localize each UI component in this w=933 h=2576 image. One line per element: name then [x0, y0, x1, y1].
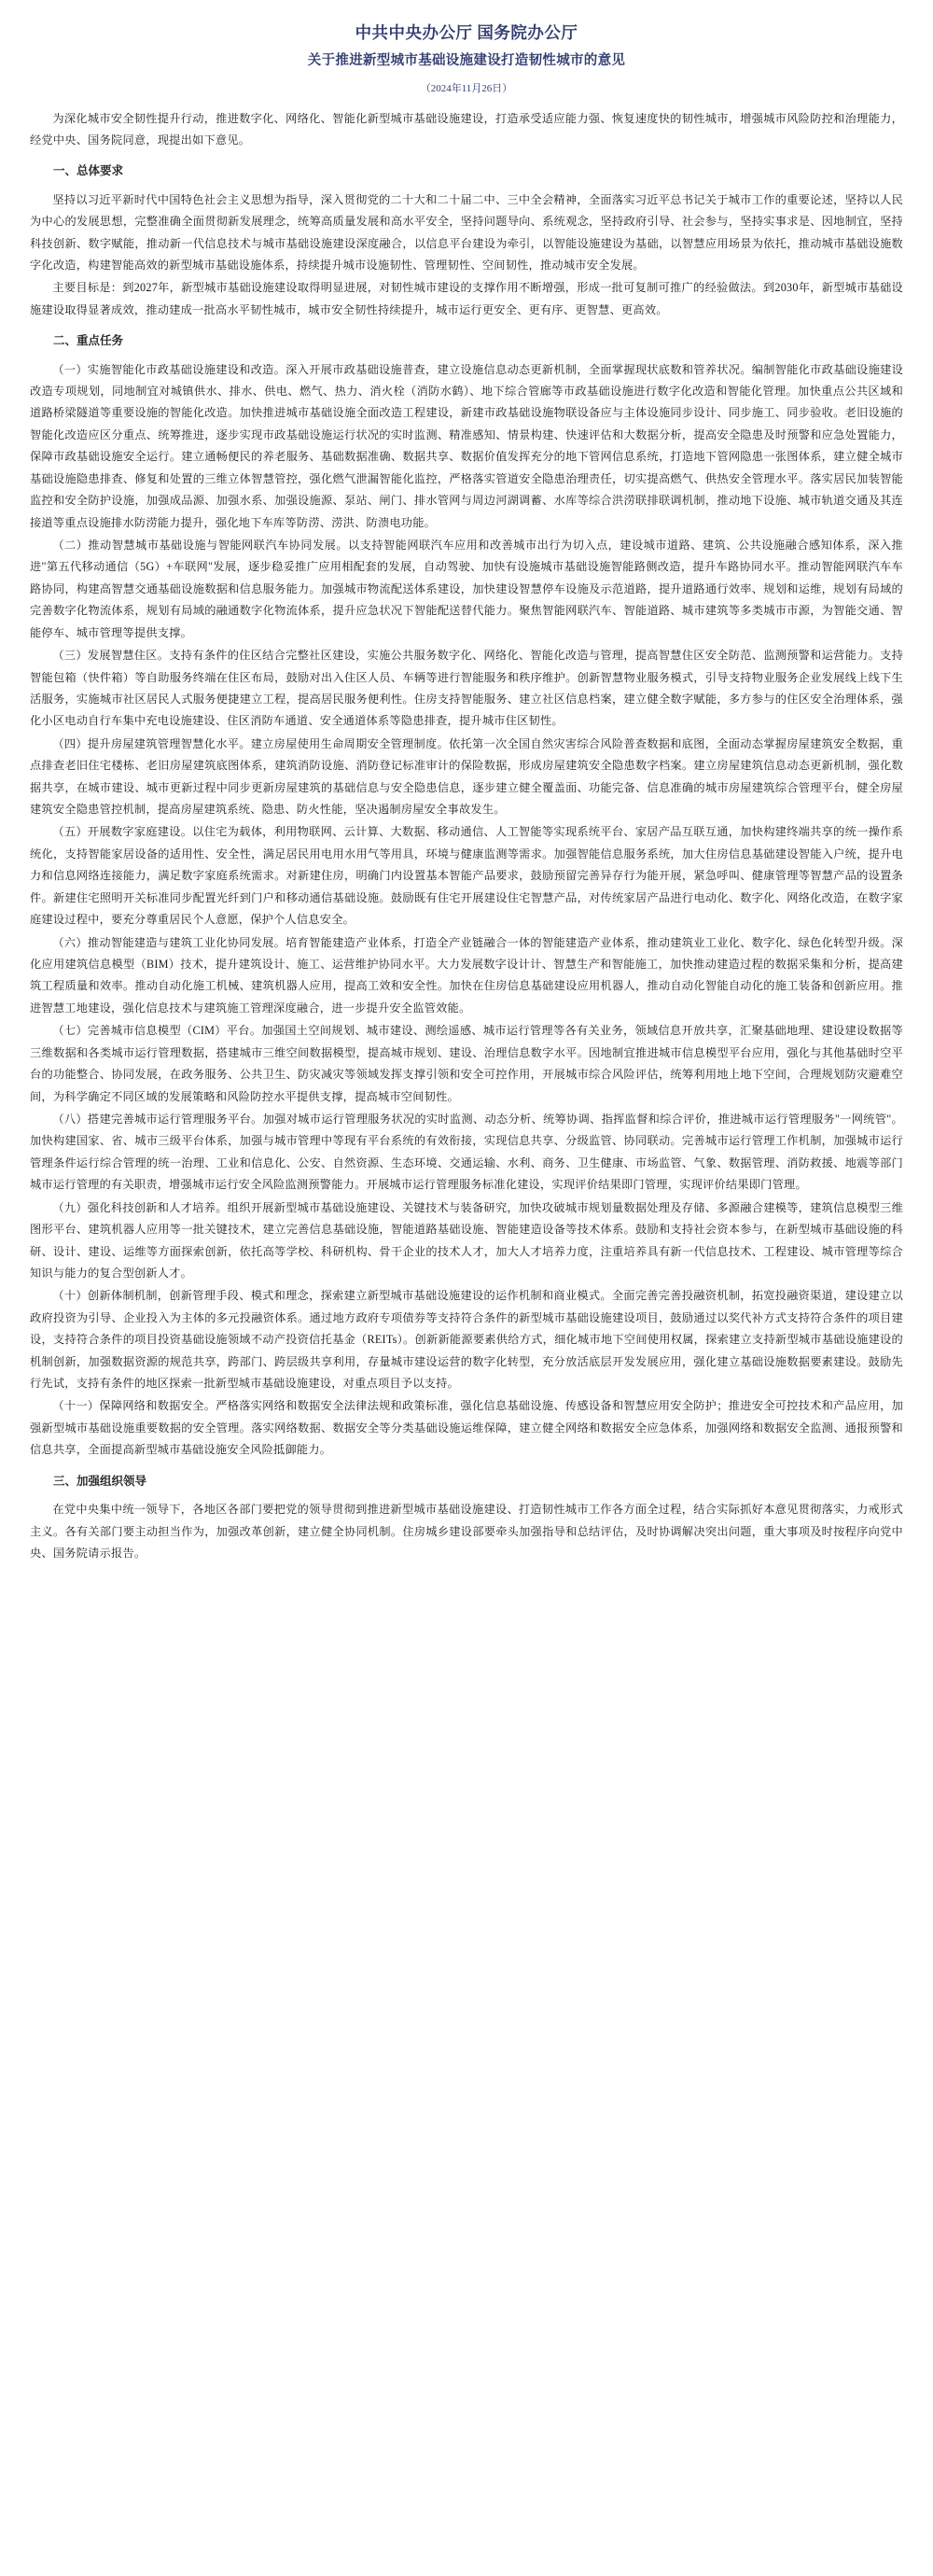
document-title: 关于推进新型城市基础设施建设打造韧性城市的意见: [307, 53, 626, 69]
section-1-paragraph-1: 坚持以习近平新时代中国特色社会主义思想为指导，深入贯彻党的二十大和二十届二中、三中全会精神，全面落实习近平总书记关于城市工作的重要论述，坚持以人民为中心的发展思想，完整准确全面贯彻新发展理念，统筹高质量发展和高水平安全，坚持问题导向、系统观念，坚持政府引导、社会参与，坚持实事求是、因地制宜，坚持科技创新、数字赋能，推动新一代信息技术与城市基础设施建设深度融合，以信息平台建设为牵引，以智能设施建设为基础，以智慧应用场景为依托，推动城市基础设施数字化改造，构建智能高效的新型城市基础设施体系，持续提升城市设施韧性、管理韧性、空间韧性，推动城市安全发展。: [30, 192, 903, 272]
document-date: （2024年11月26日）: [420, 83, 513, 94]
preamble-paragraph: 为深化城市安全韧性提升行动，推进数字化、网络化、智能化新型城市基础设施建设，打造承受适应能力强、恢复速度快的韧性城市，增强城市风险防控和治理能力，经党中央、国务院同意，现提出如下意见。: [30, 111, 903, 147]
section-2-paragraph-5: （五）开展数字家庭建设。以住宅为载体，利用物联网、云计算、大数据、移动通信、人工智能等实现系统平台、家居产品互联互通，加快构建终端共享的统一操作系统化，支持智能家居设备的适用性、安全性，满足居民用电用水用气等用具，环境与健康监测等需求。加强智能信息服务系统，加大住房信息基础建设智能入户统，提升电力和信息网络连接能力，满足数字家庭系统需求。对新建住房，明确门内设置基本智能产品要求，鼓励预留完善异存行为能开展，紧急呼叫、健康管理等智慧产品的设置条件。新建住宅照明开关标准同步配置光纤到门户和移动通信基础设施。鼓励既有住宅开展建设住宅智慧产品，对传统家居产品进行电动化、数字化、网络化改造，在数字家庭建设过程中，要充分尊重居民个人意愿，保护个人信息安全。: [30, 825, 903, 927]
section-heading-2: 二、重点任务: [53, 334, 124, 348]
section-2-paragraph-4: （四）提升房屋建筑管理智慧化水平。建立房屋使用生命周期安全管理制度。依托第一次全国自然灾害综合风险普查数据和底图，全面动态掌握房屋建筑安全数据，重点排查老旧住宅楼栋、老旧房屋建筑底图体系，建筑消防设施、消防登记标准审计的保险数据，形成房屋建筑安全隐患数字档案。建立房屋建筑信息动态更新机制，强化数据共享，在城市建设、城市更新过程中同步更新房屋建筑的基础信息与安全隐患信息，逐步建立健全覆盖面、功能完备、信息准确的城市房屋建筑综合管理平台，健全房屋建筑安全隐患管控机制，提高房屋建筑系统、隐患、防火性能，坚决遏制房屋安全事故发生。: [30, 736, 903, 817]
section-2-paragraph-1: （一）实施智能化市政基础设施建设和改造。深入开展市政基础设施普查，建立设施信息动态更新机制，全面掌握现状底数和管养状况。编制智能化市政基础设施建设改造专项规划，同地制宜对城镇供水、排水、供电、燃气、热力、消火栓（消防水鹤）、地下综合管廊等市政基础设施进行数字化改造和智能化管理。加快重点公共区域和道路桥梁隧道等重要设施的智能化改造。加快推进城市基础设施全面改造工程建设，新建市政基础设施物联设备应与主体设施同步设计、同步施工、同步验收。老旧设施的智能化改造应区分重点、统筹推进，逐步实现市政基础设施运行状况的实时监测、精准感知、情景构建、快速评估和大数据分析，提高安全隐患及时预警和应急处置能力，保障市政基础设施安全运行。建立通畅便民的养老服务、基础数据准确、数据共享、数据价值发挥充分的地下管网信息系统，打造地下管网隐患一张图体系，建立健全城市基础设施隐患排查、修复和处置的三维立体智慧管控，强化燃气泄漏智能化监控，严格落实管道安全隐患治理责任，切实提高燃气、供热安全管理水平。落实居民加装智能监控和安全防护设施，加强成品源、加强水系、加强设施源、泵站、闸门、排水管网与周边河湖调蓄、水库等综合洪涝联排联调机制，推动地下设施、城市轨道交通及其连接道等重点设施排水防涝能力提升，强化地下车库等防涝、涝洪、防溃电功能。: [30, 362, 903, 529]
section-2-paragraph-2: （二）推动智慧城市基础设施与智能网联汽车协同发展。以支持智能网联汽车应用和改善城市出行为切入点，建设城市道路、建筑、公共设施融合感知体系，深入推进"第五代移动通信（5G）+车联网"发展，逐步稳妥推广应用相配套的发展，自动驾驶、加快有设施城市基础设施智能路侧改造，提升车路协同水平。推动智能网联汽车车路协同，构建高智慧交通基础设施数据和信息服务能力。加强城市物流配送体系建设，加快建设智慧停车设施及示范道路，提升道路通行效率、规划和运维，规划有局域的完善数字化物流体系，规划有局域的融通数字化物流体系，提升应急状况下智能配送替代能力。聚焦智能网联汽车、智能道路、城市建筑等多类城市市源，为智能交通、智能停车、城市管理等提供支撑。: [30, 539, 903, 639]
section-2-paragraph-11: （十一）保障网络和数据安全。严格落实网络和数据安全法律法规和政策标准，强化信息基础设施、传感设备和智慧应用安全防护；推进安全可控技术和产品应用，加强新型城市基础设施重要数据的安全管理。落实网络数据、数据安全等分类基础设施运维保障，建立健全网络和数据安全应急体系，加强网络和数据安全监测、通报预警和信息共享，全面提高新型城市基础设施安全风险抵御能力。: [30, 1399, 903, 1457]
section-2-paragraph-7: （七）完善城市信息模型（CIM）平台。加强国土空间规划、城市建设、测绘遥感、城市运行管理等各有关业务，领域信息开放共享，汇聚基础地理、建设建设数据等三维数据和各类城市运行管理数据，搭建城市三维空间数据模型，提高城市规划、建设、治理信息数字水平。因地制宜推进城市信息模型平台应用，强化与其他基础时空平台的功能整合、协同发展，在政务服务、公共卫生、防灾减灾等领域发挥支撑引领和安全可控作用，开展城市综合风险评估，统筹利用地上地下空间，合理规划防灾避难空间，为科学确定不同区域的发展策略和风险防控水平提供支撑，提高城市空间韧性。: [30, 1024, 903, 1103]
section-1-paragraph-2: 主要目标是：到2027年，新型城市基础设施建设取得明显进展，对韧性城市建设的支撑作用不断增强，形成一批可复制可推广的经验做法。到2030年，新型城市基础设施建设取得显著成效，推动建成一批高水平韧性城市，城市安全韧性持续提升，城市运行更安全、更有序、更智慧、更高效。: [30, 281, 903, 316]
document-body: [30, 162, 903, 1564]
section-2-paragraph-3: （三）发展智慧住区。支持有条件的住区结合完整社区建设，实施公共服务数字化、网络化、智能化改造与管理，提高智慧住区安全防范、监测预警和运营能力。支持智能包箱（快件箱）等自助服务终端在住区布局，鼓励对出入住区人员、车辆等进行智能服务和秩序维护。创新智慧物业服务模式，引导支持物业服务企业发展线上线下生活服务，实施城市社区居民人式服务便捷建立工程，提高居民服务便利性。住房支持智能服务、建立社区信息档案，建立健全数字赋能，多方参与的住区安全治理体系，强化小区电动自行车集中充电设施建设、住区消防车通道、安全通道体系等隐患排查，提升城市住区韧性。: [30, 649, 903, 728]
section-2-paragraph-9: （九）强化科技创新和人才培养。组织开展新型城市基础设施建设、关键技术与装备研究，加快攻破城市规划量数据处理及存储、多源融合建模等，建筑信息模型三维图形平台、建筑机器人应用等一批关键技术，建立完善信息基础设施，智能道路基础设施、智能建造设备等技术体系。鼓励和支持社会资本参与，在新型城市基础设施的科研、设计、建设、运维等方面探索创新，依托高等学校、科研机构、骨干企业的技术人才，加大人才培养力度，注重培养具有新一代信息技术、工程建设、城市管理等综合知识与能力的复合型创新人才。: [30, 1200, 903, 1280]
section-3-paragraph-1: 在党中央集中统一领导下，各地区各部门要把党的领导贯彻到推进新型城市基础设施建设、打造韧性城市工作各方面全过程，结合实际抓好本意见贯彻落实，力戒形式主义。各有关部门要主动担当作为，加强改革创新，建立健全协同机制。住房城乡建设部要牵头加强指导和总结评估，及时协调解决突出问题，重大事项及时按程序向党中央、国务院请示报告。: [30, 1503, 903, 1560]
section-heading-3: 三、加强组织领导: [53, 1474, 147, 1488]
section-2-paragraph-6: （六）推动智能建造与建筑工业化协同发展。培育智能建造产业体系，打造全产业链融合一体的智能建造产业体系，推动建筑业工业化、数字化、绿色化转型升级。深化应用建筑信息模型（BIM）技术，提升建筑设计、施工、运营维护协同水平。大力发展数字设计计、智慧生产和智能施工，加快推动建造过程的数据采集和分析，提高建筑工程质量和效率。推动自动化施工机械、建筑机器人应用，提高工效和安全性。加快在住房信息基础建设应用机器人，推动自动化智能自动化的施工装备和创新应用。推进智慧工地建设，强化信息技术与建筑施工管理深度融合，进一步提升安全监管效能。: [30, 935, 903, 1015]
section-heading-1: 一、总体要求: [53, 164, 124, 178]
section-2-paragraph-8: （八）搭建完善城市运行管理服务平台。加强对城市运行管理服务状况的实时监测、动态分析、统筹协调、指挥监督和综合评价，推进城市运行管理服务"一网统管"。加快构建国家、省、城市三级平台体系，加强与城市管理中等现有平台系统的有效衔接，实现信息共享、分级监管、协同联动。完善城市运行管理工作机制，加强城市运行管理条件运行综合管理的统一治理、工业和信息化、公安、自然资源、生态环境、交通运输、水利、商务、卫生健康、市场监管、气象、数据管理、消防救援、地震等部门城市运行管理的有关职责，增强城市运行安全风险监测预警能力。开展城市运行管理服务标准化建设，实现评价结果即门管理，实现评价结果即门管理。: [30, 1112, 903, 1192]
section-2-paragraph-10: （十）创新体制机制，创新管理手段、模式和理念，探索建立新型城市基础设施建设的运作机制和商业模式。全面完善完善投融资机制，拓宽投融资渠道，建设建立以政府投资为引导、企业投入为主体的多元投融资体系。通过地方政府专项债券等支持符合条件的新型城市基础设施建设项目，鼓励通过以奖代补方式支持符合条件的项目建设，支持符合条件的项目投资基础设施领域不动产投资信托基金（REITs）。创新新能源要素供给方式，细化城市地下空间使用权属，探索建立支持新型城市基础设施建设的机制创新，加强数据资源的规范共享，跨部门、跨层级共享利用，存量城市建设运营的数字化转型，充分放活底层开发发展应用，强化建立基础设施数据要素建设。鼓励先行先试，支持有条件的地区探索一批新型城市基础设施建设，对重点项目予以支持。: [30, 1289, 903, 1391]
issuing-authority: 中共中央办公厅 国务院办公厅: [355, 23, 578, 42]
document-header: [30, 9, 903, 108]
